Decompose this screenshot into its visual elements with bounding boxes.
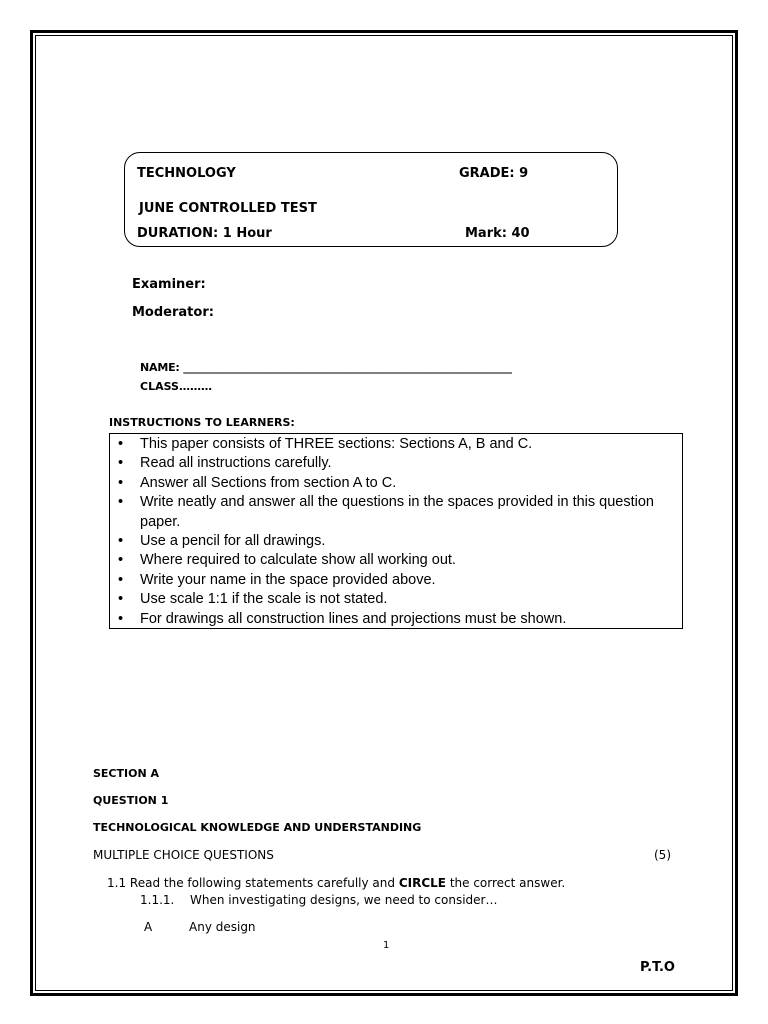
mark-label: Mark: 40 [465, 226, 530, 241]
subject-label: TECHNOLOGY [137, 166, 236, 181]
page-number: 1 [383, 940, 390, 951]
question-number: 1.1 [107, 876, 127, 890]
instruction-item: • For drawings all construction lines and projections must be shown. [110, 610, 670, 629]
question-text-before: Read the following statements carefully and [129, 876, 395, 890]
test-name-label: JUNE CONTROLLED TEST [139, 201, 317, 216]
question-text: When investigating designs, we need to consider… [190, 893, 498, 907]
instruction-item: • Use scale 1:1 if the scale is not stated. [110, 590, 670, 609]
question-number: 1.1.1. [140, 893, 175, 907]
instruction-item: • Where required to calculate show all working out. [110, 551, 670, 570]
instruction-item: • Answer all Sections from section A to C. [110, 474, 670, 493]
option-a-letter: A [144, 920, 153, 934]
question-title: QUESTION 1 [93, 794, 169, 807]
instructions-box [109, 433, 683, 629]
instruction-item: • Use a pencil for all drawings. [110, 532, 670, 551]
name-field-label: NAME: ______________________________________________________________ [140, 361, 512, 374]
mcq-marks: (5) [654, 848, 671, 862]
instructions-title: INSTRUCTIONS TO LEARNERS: [109, 416, 295, 429]
moderator-label: Moderator: [132, 305, 214, 320]
section-title: SECTION A [93, 767, 160, 780]
instructions-list [110, 435, 670, 629]
instruction-item: • This paper consists of THREE sections: Sections A, B and C. [110, 435, 670, 454]
instruction-item: • Write your name in the space provided above. [110, 571, 670, 590]
option-a-text: Any design [189, 920, 256, 934]
examiner-label: Examiner: [132, 277, 206, 292]
pto-label: P.T.O [640, 960, 675, 975]
question-text-after: the correct answer. [449, 876, 566, 890]
instruction-item: • Read all instructions carefully. [110, 454, 670, 473]
mcq-label: MULTIPLE CHOICE QUESTIONS [93, 848, 274, 862]
topic-title: TECHNOLOGICAL KNOWLEDGE AND UNDERSTANDING [93, 821, 422, 834]
duration-label: DURATION: 1 Hour [137, 226, 272, 241]
question-1-1-1 [140, 893, 497, 907]
instruction-item: • Write neatly and answer all the questions in the spaces provided in this question paper. [110, 493, 670, 532]
question-text-bold: CIRCLE [398, 876, 446, 890]
class-field-label: CLASS……… [140, 380, 212, 393]
question-1-1 [107, 876, 565, 890]
grade-label: GRADE: 9 [459, 166, 529, 181]
